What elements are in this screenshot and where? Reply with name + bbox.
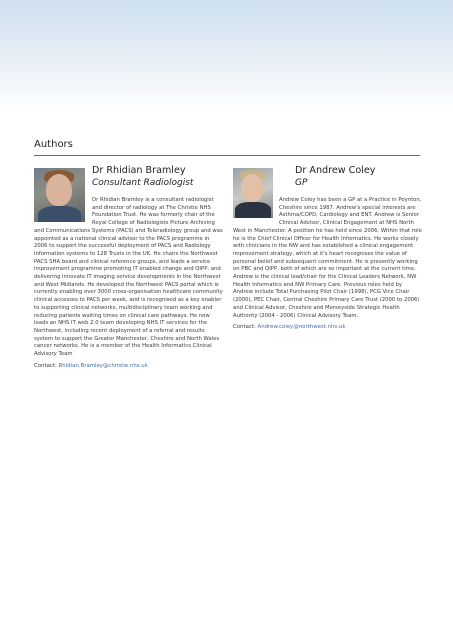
section-title: Authors [34,139,73,150]
contact-email-link[interactable]: Andrew.coley@northwest.nhs.uk [257,324,346,331]
author-role: Consultant Radiologist [92,178,194,188]
header-banner [0,0,453,110]
author-role: GP [295,178,308,188]
contact-label: Contact: [233,324,256,331]
author-name: Dr Andrew Coley [295,165,376,176]
author-contact [34,362,224,370]
section-divider [34,155,420,156]
author-bio: Andrew Coley has been a GP at a Practice in Poynton, Cheshire since 1987. Andrew's special interests are Asthma/COPD, Cardiology and ENT. Andrew is Senior Clinical Advisor, Clinical Engagement at NHS North West in Manchester. A position he has held since 2006. Within that role he is the Chief Clinical Officer for Health Informatics. He works closely with clinicians in the NW and has established a clinical engagement improvement strategy, which at it's heart recognises the value of personal belief and subsequent commitment. He is presently working on PBC and QIPP, both of which are so important at the current time. Andrew is the clinical lead/chair for the Clinical Leaders Network, NW Health Informatics and NW Primary Care. Previous roles held by Andrew include Total Purchasing Pilot Chair (1998), PCG Vice Chair (2000), PEC Chair, Central Cheshire Primary Care Trust (2000 to 2006) and Clinical Advisor, Cheshire and Merseyside Strategic Health Authority (2004 - 2006) Clinical Advisory Team. [233,197,422,319]
contact-email-link[interactable]: Rhidian.Bramley@christie.nhs.uk [58,362,148,369]
author-contact [233,323,423,331]
author-photo [233,168,273,218]
author-name: Dr Rhidian Bramley [92,165,186,176]
author-card-coley [233,165,423,331]
author-bio: Dr Rhidian Bramley is a consultant radiologist and director of radiology at The Christie NHS Foundation Trust. He was formerly chair of the Royal College of Radiologists Picture Archiving and Communications Systems (PACS) and Teleradiology group and was appointed as a national clinical advisor to the PACS programme in 2006 to support the successful deployment of PACS and Radiology information systems to 128 Trusts in the UK. He chairs the Northwest PACS SHA board and clinical reference groups, and leads a service improvement programme promoting IT enabled change and QIPP, and delivering innovate IT imaging service developments in the Northwest and West Midlands. He developed the Northwest PACS portal which is currently enabling over 3000 cross-organisation healthcare community clinical accesses to PACS per week, and is recognised as a key enabler to supporting clinical networks, multidisciplinary team working and reducing patients waiting times on clinical care pathways. He now leads an NHS IT web 2.0 team developing NHS IT services for the Northwest, including recent deployment of a referral and results system to support the Greater Manchester, Cheshire and North Wales cancer networks. He is a member of the Health Informatics Clinical Advisory Team [34,197,223,358]
author-photo [34,168,85,222]
author-card-bramley [34,165,224,370]
contact-label: Contact: [34,362,57,369]
